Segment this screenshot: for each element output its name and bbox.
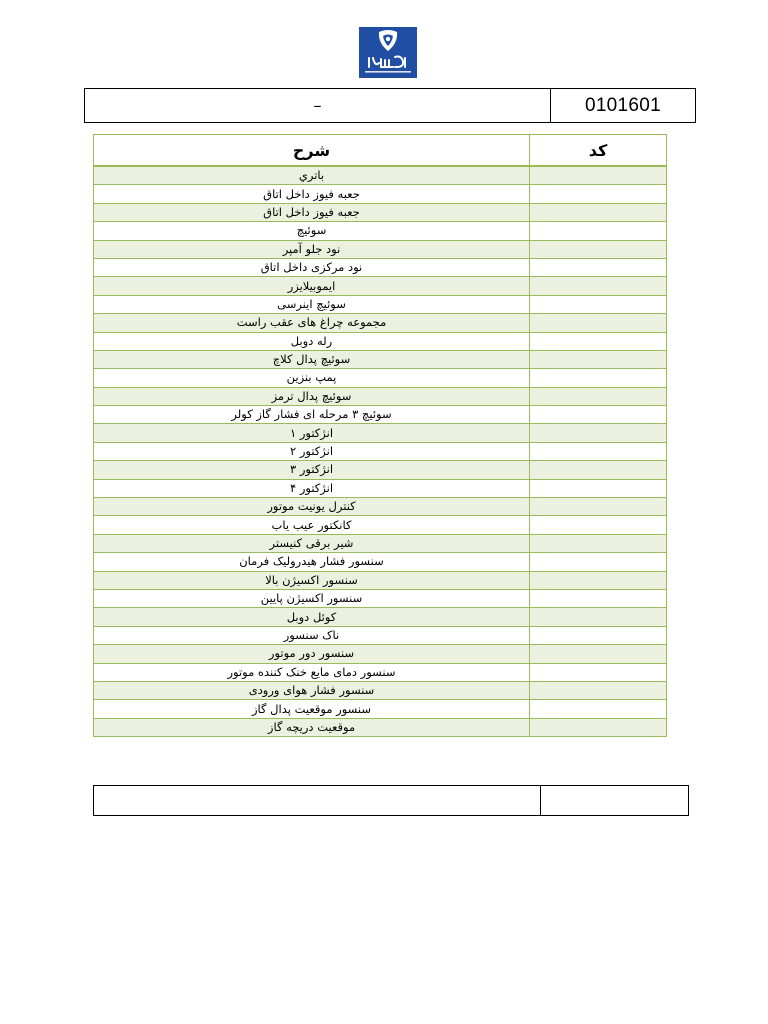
row-code — [530, 645, 667, 663]
footer-left-cell — [94, 786, 541, 815]
table-row — [94, 203, 667, 221]
table-row — [94, 314, 667, 332]
table-row — [94, 589, 667, 607]
table-row — [94, 608, 667, 626]
row-code — [530, 295, 667, 313]
row-description: سوئیچ ۳ مرحله ای فشار گاز کولر — [94, 406, 530, 424]
row-code — [530, 350, 667, 368]
table-row — [94, 461, 667, 479]
row-description: باتري — [94, 166, 530, 185]
table-row — [94, 516, 667, 534]
row-description: انژکتور ۳ — [94, 461, 530, 479]
table-row — [94, 369, 667, 387]
table-row — [94, 645, 667, 663]
table-row — [94, 718, 667, 736]
row-code — [530, 442, 667, 460]
row-code — [530, 700, 667, 718]
row-description: کوئل دوبل — [94, 608, 530, 626]
row-description: ایموبیلایزر — [94, 277, 530, 295]
company-logo — [359, 27, 417, 78]
table-body — [94, 166, 667, 737]
row-description: سنسور فشار هیدرولیک فرمان — [94, 553, 530, 571]
row-code — [530, 498, 667, 516]
table-row — [94, 571, 667, 589]
row-description: انژکتور ۴ — [94, 479, 530, 497]
table-row — [94, 222, 667, 240]
footer-right-cell — [541, 786, 688, 815]
table-row — [94, 479, 667, 497]
row-code — [530, 387, 667, 405]
row-code — [530, 166, 667, 185]
row-code — [530, 553, 667, 571]
row-code — [530, 516, 667, 534]
row-code — [530, 479, 667, 497]
row-description: رله دوبل — [94, 332, 530, 350]
row-description: انژکتور ۱ — [94, 424, 530, 442]
table-row — [94, 332, 667, 350]
table-row — [94, 166, 667, 185]
row-code — [530, 369, 667, 387]
table-row — [94, 553, 667, 571]
row-description: ناک سنسور — [94, 626, 530, 644]
row-description: سوئیچ — [94, 222, 530, 240]
table-row — [94, 700, 667, 718]
table-row — [94, 277, 667, 295]
row-description: سنسور دمای مایع خنک کننده موتور — [94, 663, 530, 681]
table-row — [94, 258, 667, 276]
table-row — [94, 424, 667, 442]
document-title: – — [85, 89, 551, 122]
row-code — [530, 240, 667, 258]
table-header-row — [94, 135, 667, 167]
table-row — [94, 442, 667, 460]
row-code — [530, 663, 667, 681]
column-header-code: کد — [530, 135, 667, 167]
table-row — [94, 498, 667, 516]
document-code: 0101601 — [584, 94, 662, 116]
row-description: سوئیچ پدال ترمز — [94, 387, 530, 405]
row-code — [530, 608, 667, 626]
row-description: سنسور اکسیژن بالا — [94, 571, 530, 589]
column-header-description: شرح — [94, 135, 530, 167]
table-row — [94, 350, 667, 368]
table-row — [94, 406, 667, 424]
row-description: سنسور فشار هوای ورودی — [94, 681, 530, 699]
row-description: جعبه فیوز داخل اتاق — [94, 185, 530, 203]
row-description: جعبه فیوز داخل اتاق — [94, 203, 530, 221]
row-description: کنترل یونیت موتور — [94, 498, 530, 516]
parts-table — [93, 134, 667, 737]
row-code — [530, 534, 667, 552]
document-header — [84, 88, 696, 123]
table-row — [94, 681, 667, 699]
row-code — [530, 258, 667, 276]
row-code — [530, 626, 667, 644]
row-description: سوئیچ اینرسی — [94, 295, 530, 313]
table-row — [94, 240, 667, 258]
row-description: شیر برقی کنیستر — [94, 534, 530, 552]
ikco-logo-icon — [359, 27, 417, 78]
row-code — [530, 571, 667, 589]
table-row — [94, 387, 667, 405]
row-description: مجموعه چراغ های عقب راست — [94, 314, 530, 332]
row-description: سنسور اکسیژن پایین — [94, 589, 530, 607]
table-row — [94, 185, 667, 203]
table-row — [94, 295, 667, 313]
row-code — [530, 406, 667, 424]
row-description: انژکتور ۲ — [94, 442, 530, 460]
row-code — [530, 332, 667, 350]
row-code — [530, 424, 667, 442]
row-code — [530, 277, 667, 295]
row-code — [530, 681, 667, 699]
row-code — [530, 203, 667, 221]
document-footer — [93, 785, 689, 816]
row-code — [530, 185, 667, 203]
row-description: پمپ بنزین — [94, 369, 530, 387]
row-description: موقعیت دریچه گاز — [94, 718, 530, 736]
table-row — [94, 626, 667, 644]
row-code — [530, 222, 667, 240]
row-code — [530, 589, 667, 607]
row-code — [530, 461, 667, 479]
row-code — [530, 718, 667, 736]
row-description: کانکتور عیب یاب — [94, 516, 530, 534]
table-row — [94, 663, 667, 681]
row-description: سنسور موقعیت پدال گاز — [94, 700, 530, 718]
row-description: سنسور دور موتور — [94, 645, 530, 663]
table-row — [94, 534, 667, 552]
row-description: نود جلو آمپر — [94, 240, 530, 258]
row-description: نود مرکزی داخل اتاق — [94, 258, 530, 276]
row-code — [530, 314, 667, 332]
row-description: سوئیچ پدال کلاچ — [94, 350, 530, 368]
